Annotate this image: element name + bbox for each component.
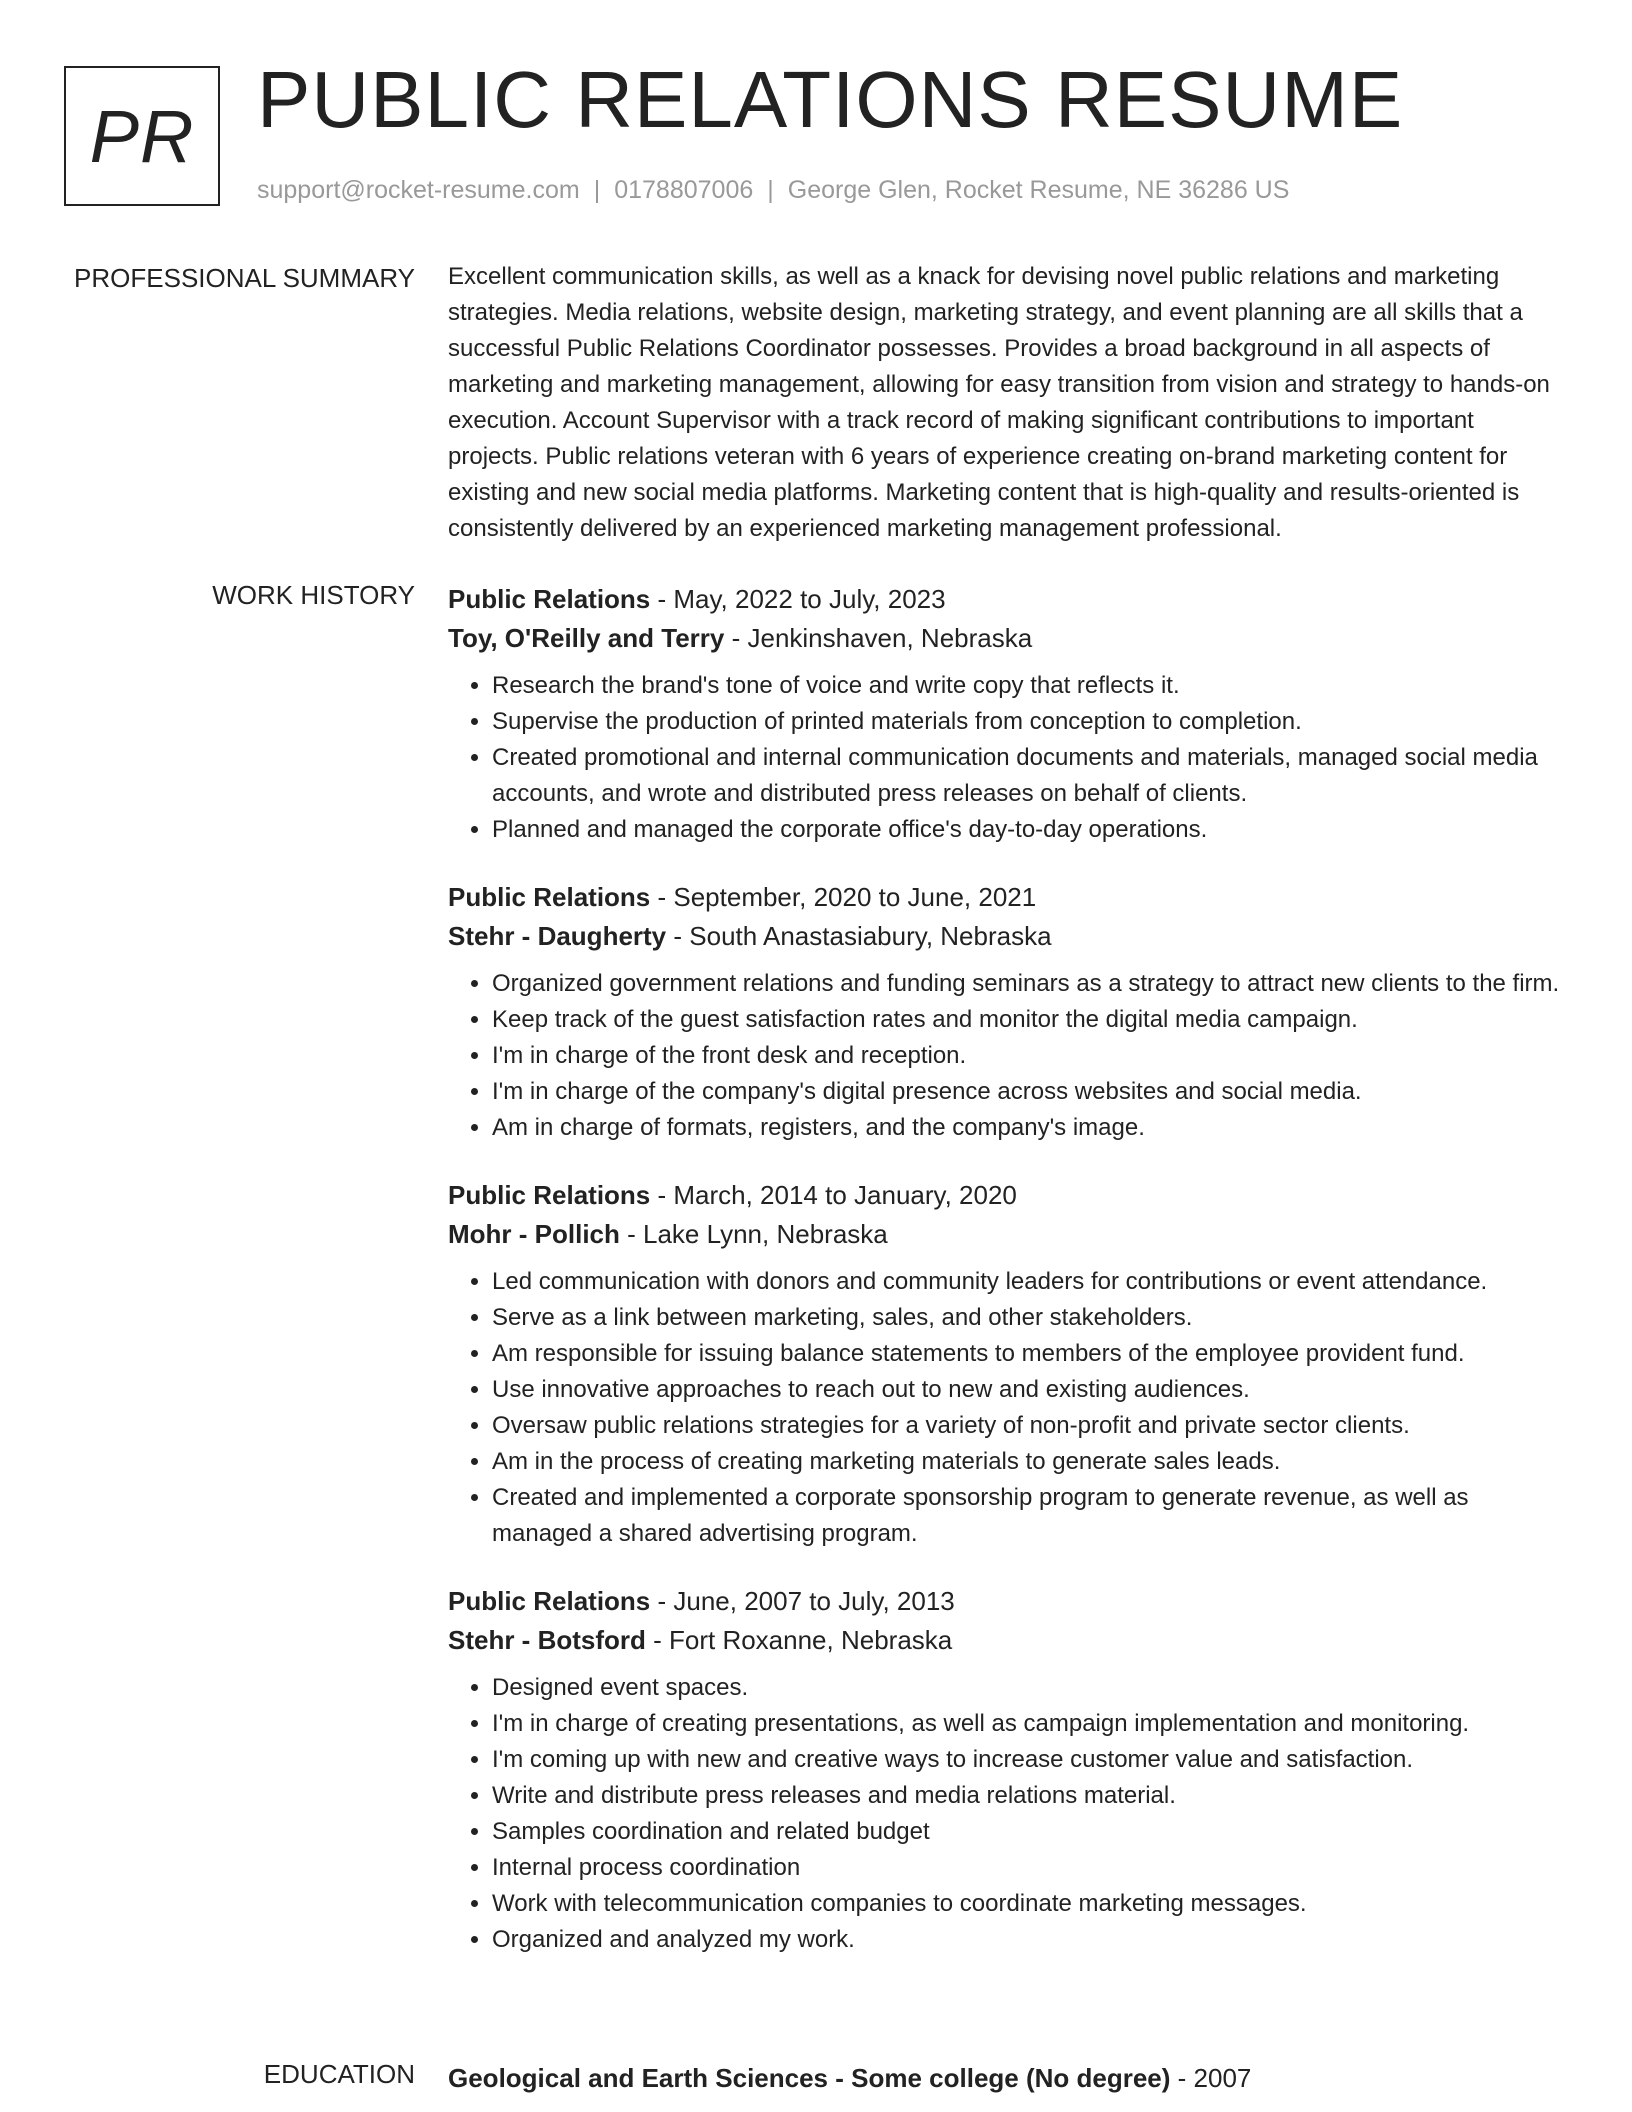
job-bullet-list — [448, 1264, 1566, 1552]
job-bullet: • Research the brand's tone of voice and write copy that reflects it. — [492, 668, 1566, 704]
job-bullet-list — [448, 966, 1566, 1146]
contact-line — [257, 176, 1289, 205]
job-bullet: • Am responsible for issuing balance statements to members of the employee provident fund. — [492, 1336, 1566, 1372]
job-company: Stehr - Daugherty — [448, 921, 667, 951]
job-company-line — [448, 1215, 1566, 1254]
education-entry — [448, 2059, 1566, 2098]
job-bullet: • Designed event spaces. — [492, 1670, 1566, 1706]
job-bullet-list — [448, 1670, 1566, 1958]
job-title: Public Relations — [448, 882, 651, 912]
work-history-body — [448, 580, 1566, 1988]
job-location: - Fort Roxanne, Nebraska — [645, 1625, 953, 1655]
job-company: Stehr - Botsford — [448, 1625, 646, 1655]
job-location: - South Anastasiabury, Nebraska — [666, 921, 1052, 951]
job-entry — [448, 1582, 1566, 1958]
job-dates: - March, 2014 to January, 2020 — [650, 1180, 1017, 1210]
job-dates: - September, 2020 to June, 2021 — [650, 882, 1037, 912]
contact-address: George Glen, Rocket Resume, NE 36286 US — [787, 176, 1290, 204]
job-location: - Lake Lynn, Nebraska — [619, 1219, 888, 1249]
contact-phone: 0178807006 — [614, 176, 754, 204]
job-bullet: • I'm in charge of the company's digital presence across websites and social media. — [492, 1074, 1566, 1110]
job-bullet: • Oversaw public relations strategies for a variety of non-profit and private sector clients. — [492, 1408, 1566, 1444]
section-label-summary: PROFESSIONAL SUMMARY — [74, 263, 415, 293]
education-body — [448, 2059, 1566, 2098]
job-bullet: • Write and distribute press releases and media relations material. — [492, 1778, 1566, 1814]
job-bullet: • Internal process coordination — [492, 1850, 1566, 1886]
job-title-line — [448, 1582, 1566, 1621]
job-bullet: • Planned and managed the corporate office's day-to-day operations. — [492, 812, 1566, 848]
section-label-work-history: WORK HISTORY — [212, 580, 415, 610]
summary-text: Excellent communication skills, as well as a knack for devising novel public relations and marketing strategies. Media relations, website design, marketing strategy, and event planning are all skills that a successful Public Relations Coordinator possesses. Provides a broad background in all aspects of marketing and marketing management, allowing for easy transition from vision and strategy to hands-on execution. Account Supervisor with a track record of making significant contributions to important projects. Public relations veteran with 6 years of experience creating on-brand marketing content for existing and new social media platforms. Marketing content that is high-quality and results-oriented is consistently delivered by an experienced marketing management professional. — [448, 263, 1550, 542]
job-bullet: • Samples coordination and related budget — [492, 1814, 1566, 1850]
job-title-line — [448, 878, 1566, 917]
job-company: Toy, O'Reilly and Terry — [448, 623, 725, 653]
contact-separator: | — [593, 176, 601, 204]
job-title: Public Relations — [448, 1180, 651, 1210]
job-entry — [448, 580, 1566, 848]
job-bullet: • Created and implemented a corporate sponsorship program to generate revenue, as well as managed a shared advertising program. — [492, 1480, 1566, 1552]
job-company-line — [448, 917, 1566, 956]
job-company: Mohr - Pollich — [448, 1219, 620, 1249]
job-dates: - June, 2007 to July, 2013 — [650, 1586, 955, 1616]
education-degree: Geological and Earth Sciences - Some college (No degree) — [448, 2063, 1171, 2093]
job-company-line — [448, 1621, 1566, 1660]
job-bullet: • Work with telecommunication companies to coordinate marketing messages. — [492, 1886, 1566, 1922]
job-bullet: • Am in the process of creating marketing materials to generate sales leads. — [492, 1444, 1566, 1480]
job-bullet: • Keep track of the guest satisfaction rates and monitor the digital media campaign. — [492, 1002, 1566, 1038]
contact-email: support@rocket-resume.com — [257, 176, 580, 204]
job-bullet-list — [448, 668, 1566, 848]
job-title: Public Relations — [448, 584, 651, 614]
job-company-line — [448, 619, 1566, 658]
section-label-education: EDUCATION — [263, 2059, 415, 2089]
job-location: - Jenkinshaven, Nebraska — [724, 623, 1033, 653]
job-bullet: • Use innovative approaches to reach out to new and existing audiences. — [492, 1372, 1566, 1408]
job-title-line — [448, 580, 1566, 619]
job-dates: - May, 2022 to July, 2023 — [650, 584, 946, 614]
job-entry — [448, 1176, 1566, 1552]
job-bullet: • Supervise the production of printed materials from conception to completion. — [492, 704, 1566, 740]
job-bullet: • Created promotional and internal communication documents and materials, managed social media accounts, and wrote and distributed press releases on behalf of clients. — [492, 740, 1566, 812]
job-bullet: • Led communication with donors and community leaders for contributions or event attendance. — [492, 1264, 1566, 1300]
monogram-logo: PR — [64, 66, 220, 206]
job-bullet: • I'm in charge of creating presentations, as well as campaign implementation and monitoring. — [492, 1706, 1566, 1742]
resume-header — [64, 55, 1564, 210]
job-bullet: • Organized and analyzed my work. — [492, 1922, 1566, 1958]
job-bullet: • I'm in charge of the front desk and reception. — [492, 1038, 1566, 1074]
contact-separator: | — [767, 176, 774, 204]
job-bullet: • Serve as a link between marketing, sales, and other stakeholders. — [492, 1300, 1566, 1336]
education-year: - 2007 — [1170, 2063, 1252, 2093]
job-bullet: • Am in charge of formats, registers, and the company's image. — [492, 1110, 1566, 1146]
resume-title: PUBLIC RELATIONS RESUME — [257, 55, 1404, 144]
job-entry — [448, 878, 1566, 1146]
summary-body — [448, 263, 1566, 547]
job-bullet: • I'm coming up with new and creative ways to increase customer value and satisfaction. — [492, 1742, 1566, 1778]
job-title-line — [448, 1176, 1566, 1215]
job-title: Public Relations — [448, 1586, 651, 1616]
job-bullet: • Organized government relations and funding seminars as a strategy to attract new clients to the firm. — [492, 966, 1566, 1002]
